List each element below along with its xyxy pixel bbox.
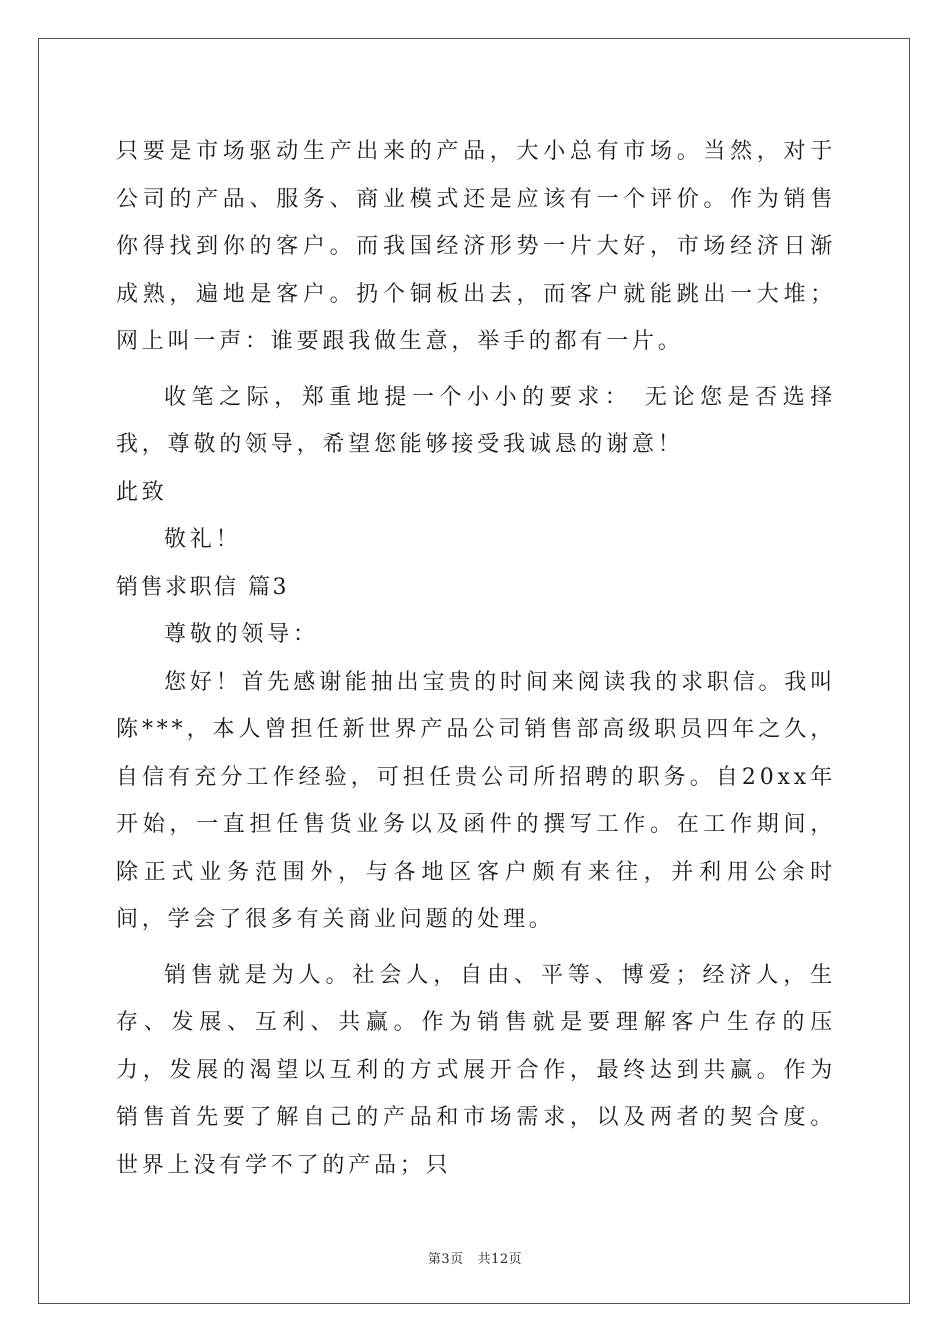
paragraph-sales-philosophy: 销售就是为人。社会人，自由、平等、博爱；经济人，生存、发展、互利、共赢。作为销售就是要理解客户生存的压力，发展的渴望以互利的方式展开合作，最终达到共赢。作为销售首先要了解自己的产品和市场需求，以及两者的契合度。世界上没有学不了的产品；只: [116, 962, 836, 1178]
salutation-jingli: 敬礼！: [164, 527, 242, 552]
page-number-total: 共12页: [477, 1252, 523, 1267]
salutation-cizhi: 此致: [116, 479, 168, 505]
page-number-current: 第3页: [427, 1252, 464, 1267]
document-body: [116, 128, 836, 1189]
paragraph-introduction: 您好！首先感谢能抽出宝贵的时间来阅读我的求职信。我叫陈***，本人曾担任新世界产品公司销售部高级职员四年之久，自信有充分工作经验，可担任贵公司所招聘的职务。自20xx年开始，一直担任售货业务以及函件的撰写工作。在工作期间，除正式业务范围外，与各地区客户颇有来往，并利用公余时间，学会了很多有关商业问题的处理。: [116, 669, 836, 932]
paragraph-closing-request: 收笔之际，郑重地提一个小小的要求： 无论您是否选择我，尊敬的领导，希望您能够接受我诚恳的谢意！: [116, 384, 836, 457]
page-footer: [0, 1248, 950, 1267]
greeting: 尊敬的领导：: [164, 622, 319, 647]
paragraph-market: 只要是市场驱动生产出来的产品，大小总有市场。当然，对于公司的产品、服务、商业模式还是应该有一个评价。作为销售你得找到你的客户。而我国经济形势一片大好，市场经济日渐成熟，遍地是客户。扔个铜板出去，而客户就能跳出一大堆；网上叫一声：谁要跟我做生意，举手的都有一片。: [116, 139, 836, 354]
section-title: 销售求职信 篇3: [116, 574, 289, 600]
